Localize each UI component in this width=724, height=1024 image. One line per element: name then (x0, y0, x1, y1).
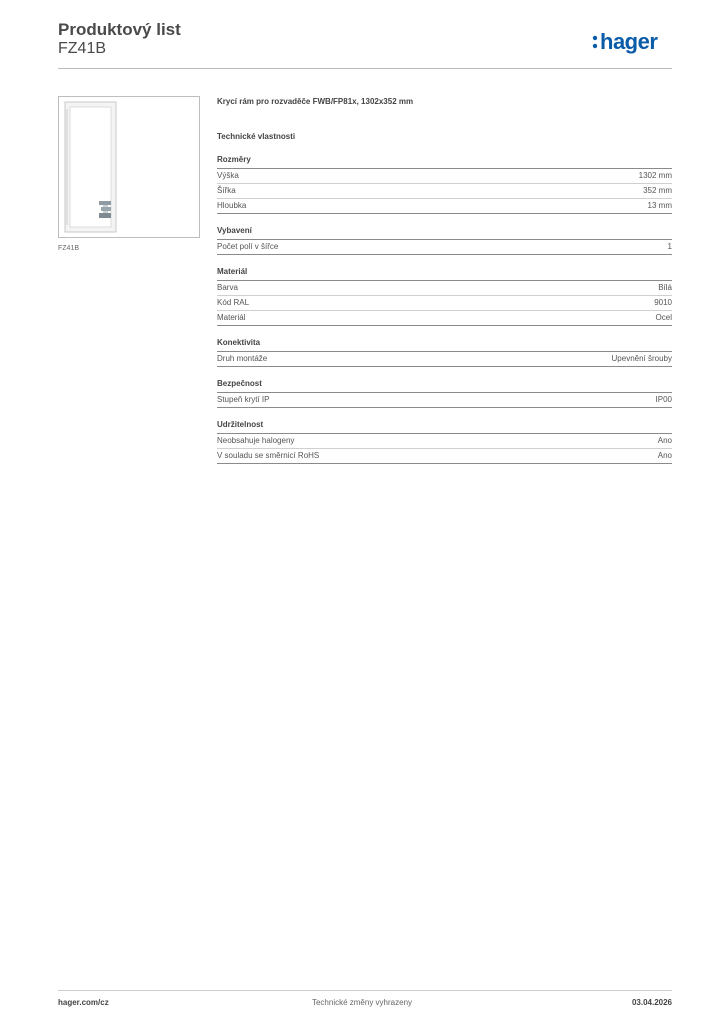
header (58, 20, 672, 68)
cover-frame-image (59, 97, 199, 237)
section-material (217, 266, 672, 326)
spec-label: Druh montáže (217, 354, 268, 363)
spec-row (217, 184, 672, 199)
spec-label: Hloubka (217, 201, 247, 210)
section-title: Vybavení (217, 225, 672, 240)
section-title: Konektivita (217, 337, 672, 352)
footer-notice: Technické změny vyhrazeny (311, 998, 413, 1007)
spec-label: Šířka (217, 186, 236, 195)
section-safety (217, 378, 672, 408)
spec-row (217, 199, 672, 214)
spec-row (217, 169, 672, 184)
spec-row (217, 449, 672, 464)
spec-label: Materiál (217, 313, 246, 322)
hager-logo (592, 28, 672, 54)
spec-label: V souladu se směrnicí RoHS (217, 451, 320, 460)
spec-value: Ocel (655, 313, 672, 322)
spec-value: 1302 mm (638, 171, 672, 180)
section-title: Bezpečnost (217, 378, 672, 393)
spec-label: Neobsahuje halogeny (217, 436, 295, 445)
section-title: Udržitelnost (217, 419, 672, 434)
product-description: Krycí rám pro rozvaděče FWB/FP81x, 1302x352 mm (217, 97, 414, 106)
spec-value: 1 (667, 242, 672, 251)
spec-label: Barva (217, 283, 238, 292)
spec-content (217, 96, 672, 464)
logo-text: hager (600, 29, 658, 54)
spec-label: Výška (217, 171, 239, 180)
spec-value: 352 mm (643, 186, 672, 195)
section-equipment (217, 225, 672, 255)
footer-date: 03.04.2026 (631, 998, 672, 1007)
spec-value: Ano (657, 436, 672, 445)
section-connectivity (217, 337, 672, 367)
spec-row (217, 296, 672, 311)
product-code: FZ41B (58, 40, 107, 57)
spec-label: Kód RAL (217, 298, 250, 307)
spec-row (217, 434, 672, 449)
header-divider (58, 68, 672, 69)
spec-row (217, 240, 672, 255)
spec-label: Počet polí v šířce (217, 242, 279, 251)
section-title: Rozměry (217, 154, 672, 169)
spec-row (217, 281, 672, 296)
section-title: Materiál (217, 266, 672, 281)
footer-divider (58, 990, 672, 991)
section-dimensions (217, 154, 672, 214)
spec-value: IP00 (655, 395, 672, 404)
section-sustainability (217, 419, 672, 464)
spec-value: Ano (657, 451, 672, 460)
spec-value: Bílá (658, 283, 672, 292)
tech-heading: Technické vlastnosti (217, 132, 296, 141)
page-title: Produktový list (58, 20, 181, 39)
spec-value: 9010 (654, 298, 672, 307)
footer-website: hager.com/cz (58, 998, 109, 1007)
spec-row (217, 393, 672, 408)
spec-row (217, 352, 672, 367)
product-image (58, 96, 200, 238)
spec-label: Stupeň krytí IP (217, 395, 270, 404)
spec-value: 13 mm (647, 201, 672, 210)
spec-value: Upevnění šrouby (611, 354, 672, 363)
image-caption: FZ41B (58, 245, 80, 252)
spec-row (217, 311, 672, 326)
